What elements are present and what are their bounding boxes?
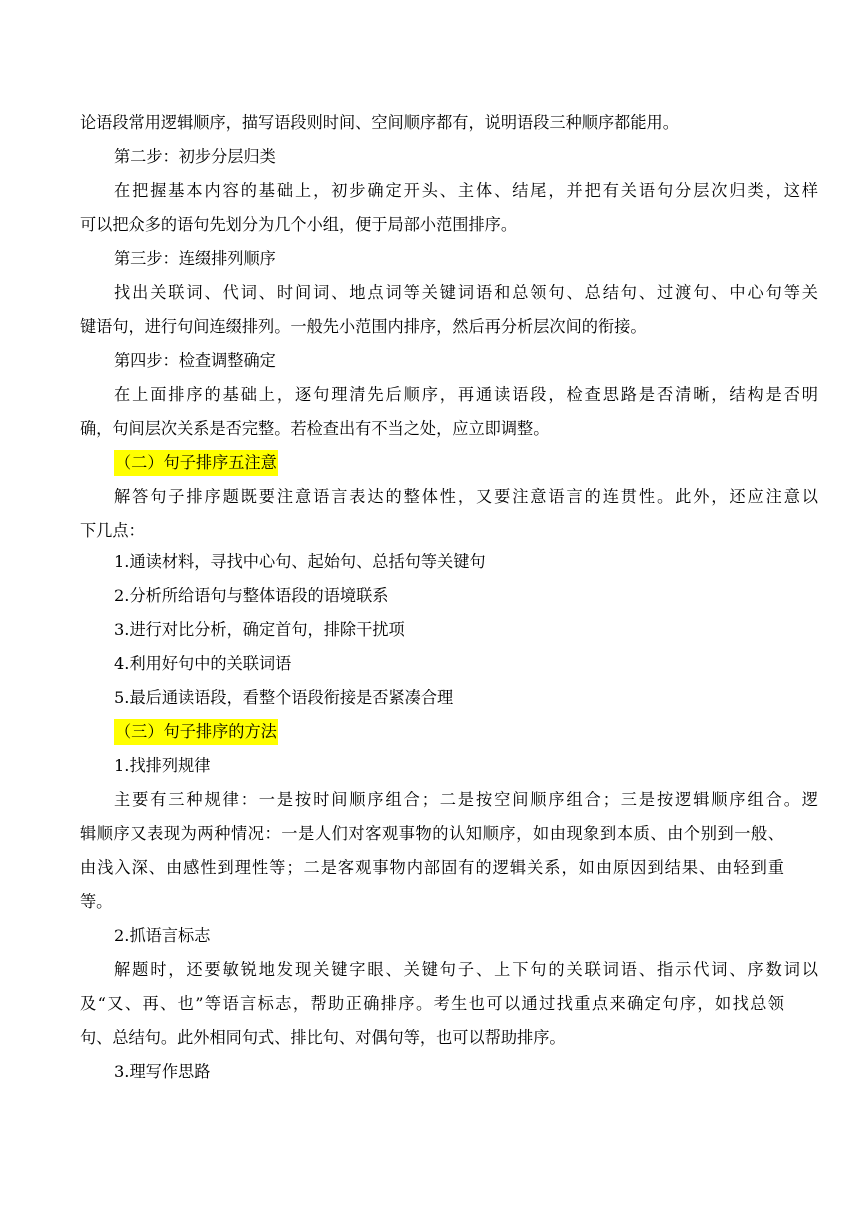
- subheading: 1.找排列规律: [114, 756, 211, 775]
- paragraph-line: 键语句，进行句间连缀排列。一般先小范围内排序，然后再分析层次间的衔接。: [80, 317, 647, 336]
- step-heading: 第二步：初步分层归类: [114, 147, 276, 166]
- paragraph-line: 下几点：: [80, 521, 145, 540]
- list-item: 1.通读材料，寻找中心句、起始句、总括句等关键句: [114, 552, 486, 571]
- paragraph-line: 找出关联词、代词、时间词、地点词等关键词语和总领句、总结句、过渡句、中心句等关: [114, 283, 818, 302]
- list-item: 4.利用好句中的关联词语: [114, 654, 292, 673]
- list-item: 5.最后通读语段，看整个语段衔接是否紧凑合理: [114, 688, 454, 707]
- paragraph-line: 由浅入深、由感性到理性等；二是客观事物内部固有的逻辑关系，如由原因到结果、由轻到重: [80, 858, 784, 877]
- section-heading-highlighted: [80, 715, 818, 749]
- document-page: [80, 0, 818, 1216]
- paragraph-line: 主要有三种规律：一是按时间顺序组合；二是按空间顺序组合；三是按逻辑顺序组合。逻: [114, 790, 818, 809]
- paragraph-line: 确，句间层次关系是否完整。若检查出有不当之处，应立即调整。: [80, 419, 550, 438]
- section-heading-highlighted: [80, 446, 818, 480]
- paragraph-line: 在上面排序的基础上，逐句理清先后顺序，再通读语段，检查思路是否清晰，结构是否明: [114, 385, 818, 404]
- paragraph-line: 在把握基本内容的基础上，初步确定开头、主体、结尾，并把有关语句分层次归类，这样: [114, 181, 818, 200]
- paragraph-line: 论语段常用逻辑顺序，描写语段则时间、空间顺序都有，说明语段三种顺序都能用。: [80, 113, 679, 132]
- list-item: 2.分析所给语句与整体语段的语境联系: [114, 586, 389, 605]
- highlight-text: （三）句子排序的方法: [114, 719, 278, 745]
- subheading: 2.抓语言标志: [114, 926, 211, 945]
- step-heading: 第三步：连缀排列顺序: [114, 249, 276, 268]
- list-item: 3.进行对比分析，确定首句，排除干扰项: [114, 620, 405, 639]
- paragraph-line: 解题时，还要敏锐地发现关键字眼、关键句子、上下句的关联词语、指示代词、序数词以: [114, 960, 818, 979]
- paragraph-line: 句、总结句。此外相同句式、排比句、对偶句等，也可以帮助排序。: [80, 1028, 566, 1047]
- highlight-text: （二）句子排序五注意: [114, 450, 278, 476]
- paragraph-line: 可以把众多的语句先划分为几个小组，便于局部小范围排序。: [80, 215, 518, 234]
- paragraph-line: 辑顺序又表现为两种情况：一是人们对客观事物的认知顺序，如由现象到本质、由个别到一般、: [80, 824, 784, 843]
- paragraph-line: 及“又、再、也”等语言标志，帮助正确排序。考生也可以通过找重点来确定句序，如找总领: [80, 994, 784, 1013]
- paragraph-line: 等。: [80, 892, 113, 911]
- paragraph-line: 解答句子排序题既要注意语言表达的整体性，又要注意语言的连贯性。此外，还应注意以: [114, 487, 818, 506]
- step-heading: 第四步：检查调整确定: [114, 351, 276, 370]
- subheading: 3.理写作思路: [114, 1062, 211, 1081]
